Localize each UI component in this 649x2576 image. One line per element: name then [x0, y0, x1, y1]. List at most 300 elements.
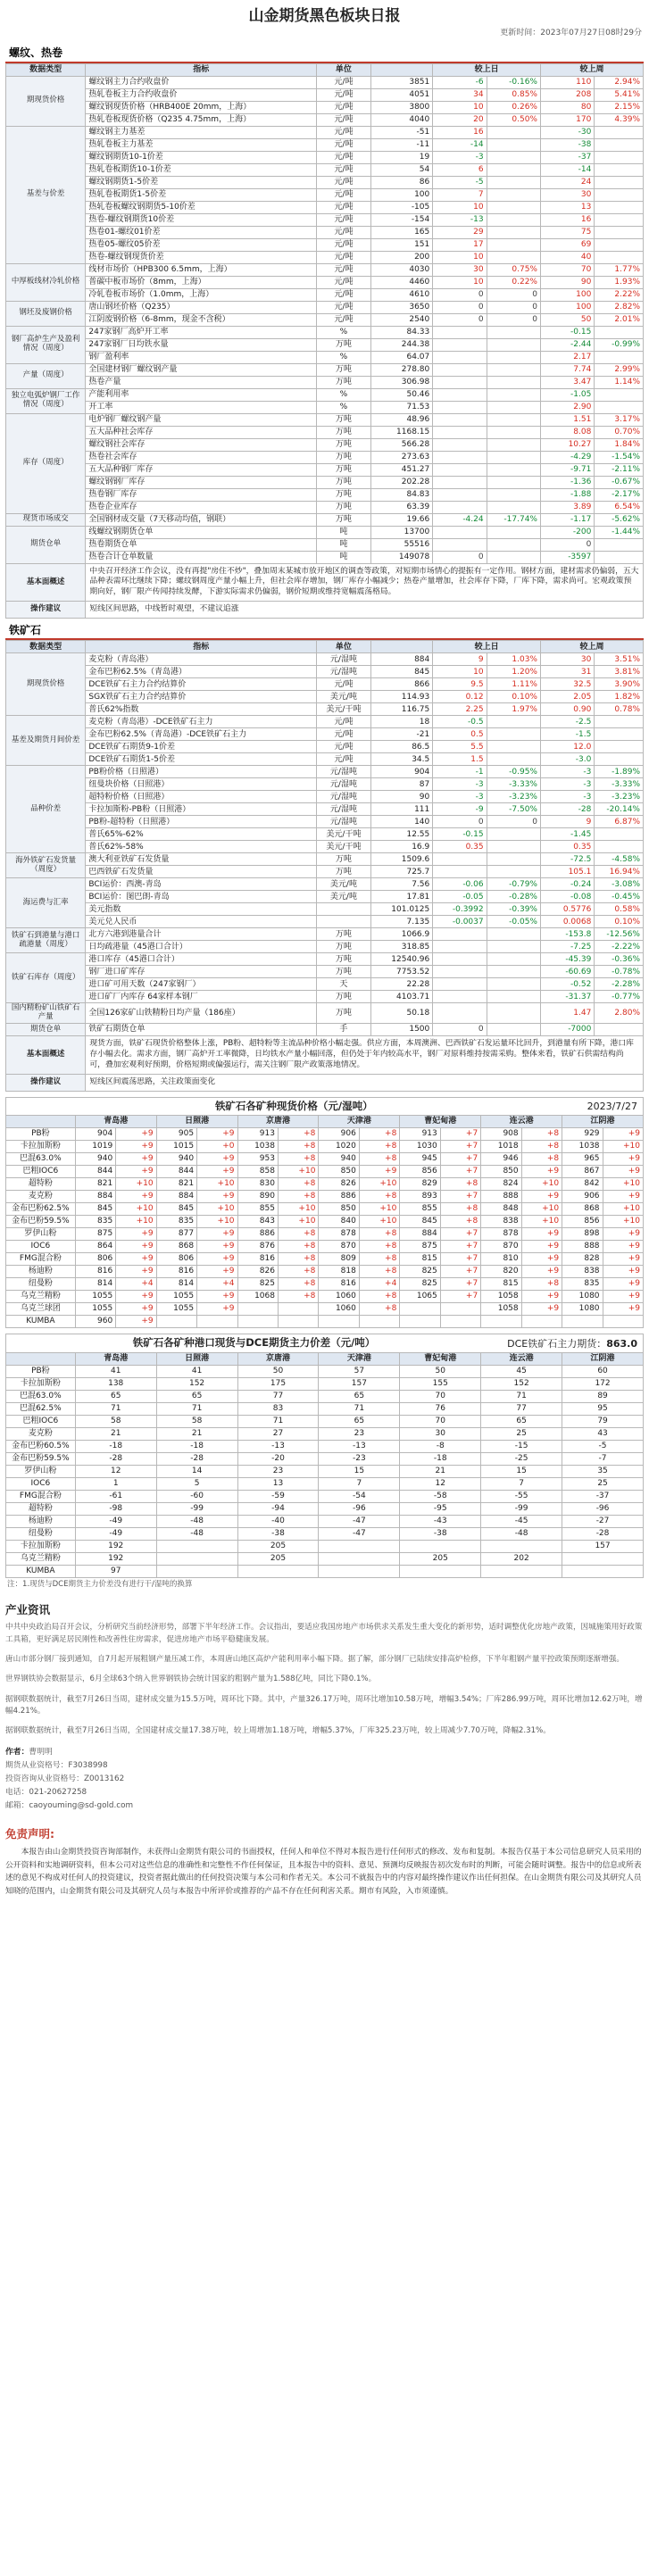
day-change-cell	[433, 928, 487, 941]
basis-cell: 71	[481, 1391, 562, 1403]
unit-cell: 元/吨	[317, 213, 370, 226]
week-change-cell: 170	[540, 113, 594, 126]
value-cell: 4030	[370, 263, 433, 276]
week-change-cell: 12.0	[540, 741, 594, 753]
price-change-cell: +7	[440, 1241, 480, 1253]
table-row	[6, 438, 644, 451]
price-change-cell: +8	[359, 1291, 399, 1303]
price-change-cell: +9	[116, 1228, 156, 1241]
week-change-cell: 100	[540, 301, 594, 313]
week-change-cell: 2.05	[540, 691, 594, 703]
week-change-cell: -7.25	[540, 941, 594, 953]
basis-cell: -61	[75, 1491, 156, 1503]
price-cell: 1020	[319, 1141, 359, 1153]
category-cell: 期货仓单	[6, 1024, 86, 1036]
category-cell: 库存（周度）	[6, 413, 86, 513]
unit-cell: 美元/干吨	[317, 703, 370, 716]
category-cell: 铁矿石库存（周度）	[6, 953, 86, 1003]
table-row	[6, 1291, 644, 1303]
basis-cell: 192	[75, 1541, 156, 1553]
table-row	[6, 388, 644, 401]
table-row	[6, 126, 644, 138]
week-pct-cell: 3.90%	[595, 678, 644, 691]
day-change-cell: 0	[433, 1024, 487, 1036]
week-change-cell: -1.88	[540, 488, 594, 501]
price-cell: 870	[481, 1241, 521, 1253]
table-row	[6, 966, 644, 978]
basis-cell: 65	[319, 1416, 400, 1428]
basis-cell: -48	[481, 1528, 562, 1541]
unit-cell: 万吨	[317, 438, 370, 451]
ore-name-cell: 金布巴粉59.5%	[6, 1216, 76, 1228]
price-cell: 875	[75, 1228, 115, 1241]
value-cell: 451.27	[370, 463, 433, 476]
price-change-cell: +9	[116, 1166, 156, 1178]
day-change-cell: 0	[433, 301, 487, 313]
value-cell: 4040	[370, 113, 433, 126]
table-row	[6, 1166, 644, 1178]
week-change-cell: -14	[540, 163, 594, 176]
basis-cell: 12	[75, 1466, 156, 1478]
week-change-cell: -37	[540, 151, 594, 163]
table-row	[6, 1391, 644, 1403]
value-cell: 19.66	[370, 513, 433, 526]
unit-cell: 元/吨	[317, 113, 370, 126]
price-cell: 868	[156, 1241, 196, 1253]
unit-cell: 元/湿吨	[317, 766, 370, 778]
basis-cell: 21	[156, 1428, 237, 1441]
price-change-cell	[278, 1316, 318, 1328]
price-change-cell: +7	[440, 1266, 480, 1278]
price-cell: 821	[156, 1178, 196, 1191]
port-header: 天津港	[319, 1353, 400, 1366]
price-change-cell: +9	[603, 1166, 643, 1178]
week-change-cell: -1.5	[540, 728, 594, 741]
category-cell: 海外铁矿石发货量（周度）	[6, 853, 86, 878]
section-title: 螺纹、热卷	[9, 46, 63, 60]
price-change-cell: +10	[278, 1216, 318, 1228]
basis-cell: 60	[562, 1366, 644, 1378]
week-change-cell: -0.08	[540, 891, 594, 903]
unit-cell: %	[317, 401, 370, 413]
basis-dce-label	[502, 1335, 643, 1352]
week-pct-cell	[595, 138, 644, 151]
price-change-cell: +10	[116, 1216, 156, 1228]
basis-cell: 65	[481, 1416, 562, 1428]
ore-name-cell: 巴粗IOC6	[6, 1166, 76, 1178]
value-cell: -51	[370, 126, 433, 138]
price-change-cell: +9	[521, 1303, 562, 1316]
table-row	[6, 891, 644, 903]
day-pct-cell	[487, 953, 540, 966]
ore-name-cell: KUMBA	[6, 1566, 76, 1578]
value-cell: 7.56	[370, 878, 433, 891]
day-pct-cell	[487, 488, 540, 501]
price-change-cell: +8	[278, 1266, 318, 1278]
basis-cell: 77	[481, 1403, 562, 1416]
price-change-cell: +9	[116, 1253, 156, 1266]
basis-cell: 12	[400, 1478, 481, 1491]
unit-cell: 元/吨	[317, 678, 370, 691]
table-row	[6, 351, 644, 363]
week-pct-cell: 1.14%	[595, 376, 644, 388]
value-cell: 4610	[370, 288, 433, 301]
category-cell: 基差及期货月间价差	[6, 716, 86, 766]
indicator-cell: 麦克粉（青岛港）	[86, 653, 317, 666]
price-cell: 1068	[237, 1291, 278, 1303]
indicator-cell: 金布巴粉62.5%（青岛港）	[86, 666, 317, 678]
price-cell: 906	[562, 1191, 603, 1203]
table-row	[6, 978, 644, 991]
price-cell: 898	[562, 1228, 603, 1241]
basis-cell: 76	[400, 1403, 481, 1416]
unit-cell: 元/湿吨	[317, 666, 370, 678]
indicator-cell: 螺纹钢钢厂库存	[86, 476, 317, 488]
day-pct-cell: 1.11%	[487, 678, 540, 691]
day-change-cell: -3	[433, 151, 487, 163]
table-row	[6, 288, 644, 301]
week-pct-cell	[595, 126, 644, 138]
author-phone: 021-20627258	[29, 1788, 87, 1798]
value-cell: 50.18	[370, 1003, 433, 1024]
ore-name-cell: 麦克粉	[6, 1191, 76, 1203]
value-cell: 273.63	[370, 451, 433, 463]
price-cell: 1058	[481, 1303, 521, 1316]
value-cell: 165	[370, 226, 433, 238]
week-change-cell: 90	[540, 276, 594, 288]
basis-cell: -25	[481, 1453, 562, 1466]
day-change-cell: 0	[433, 551, 487, 563]
day-change-cell: -0.5	[433, 716, 487, 728]
day-change-cell	[433, 401, 487, 413]
unit-cell: 元/吨	[317, 201, 370, 213]
day-change-cell: -3	[433, 791, 487, 803]
week-change-cell: -60.69	[540, 966, 594, 978]
value-cell: 101.0125	[370, 903, 433, 916]
price-change-cell	[440, 1316, 480, 1328]
day-change-cell: 0	[433, 288, 487, 301]
disclaimer-text: 本报告由山金期货投资咨询部制作，未获得山金期货有限公司的书面授权，任何人和单位不得对本报告进行任何形式的修改、发布和复制。本报告仅基于本公司信息研究人员采用的公开资料和实地调研资料，但本公司对这些信息的准确性和完整性不作任何保证，且本报告中的资料、意见、预测均反映报告初次发布时的判断，可能会随时调整。报告中的信息或所表述的意见不构成对任何人的投资建议，投资者据此做出的任何投资决策与本公司和作者无关。本公司不就报告中的内容对最终操作建议作出任何担保。在山金期货有限公司及其研究人员知晓的范围内，山金期货有限公司及其研究人员与本报告中所评价或推荐的产品不存在任何利害关系。期市有风险，入市须谨慎。	[5, 1848, 642, 1896]
section-header-steel	[5, 45, 644, 62]
unit-cell: 万吨	[317, 338, 370, 351]
col-type: 数据类型	[6, 641, 86, 653]
news-item: 中共中央政治局召开会议，分析研究当前经济形势，部署下半年经济工作。会议指出，要适应我国房地产市场供求关系发生重大变化的新形势，适时调整优化房地产政策，因城施策用好政策工具箱，更好满足居民刚性和改善性住房需求，促进房地产市场平稳健康发展。	[5, 1623, 643, 1644]
price-change-cell: +10	[116, 1203, 156, 1216]
price-cell: 904	[75, 1128, 115, 1141]
table-row	[6, 1128, 644, 1141]
price-change-cell: +8	[521, 1141, 562, 1153]
day-change-cell: 2.25	[433, 703, 487, 716]
value-cell: 63.39	[370, 501, 433, 513]
value-cell: 84.83	[370, 488, 433, 501]
price-change-cell: +7	[440, 1166, 480, 1178]
value-cell: 111	[370, 803, 433, 816]
indicator-cell: 热轧卷板主力基差	[86, 138, 317, 151]
basis-cell: 70	[400, 1416, 481, 1428]
table-row	[6, 1366, 644, 1378]
price-cell: 818	[319, 1266, 359, 1278]
value-cell: 64.07	[370, 351, 433, 363]
table-row	[6, 1441, 644, 1453]
ore-name-cell: 乌克兰精粉	[6, 1291, 76, 1303]
week-change-cell: 2.90	[540, 401, 594, 413]
week-pct-cell	[595, 828, 644, 841]
basis-cell: 7	[481, 1478, 562, 1491]
table-row	[6, 276, 644, 288]
basis-cell: 25	[481, 1428, 562, 1441]
price-change-cell: +8	[278, 1241, 318, 1253]
price-cell: 864	[75, 1241, 115, 1253]
week-pct-cell: -0.45%	[595, 891, 644, 903]
value-cell: 86.5	[370, 741, 433, 753]
basis-cell: -54	[319, 1491, 400, 1503]
day-change-cell: 7	[433, 188, 487, 201]
unit-cell: 元/吨	[317, 263, 370, 276]
col-type: 数据类型	[6, 63, 86, 76]
day-change-cell: -0.06	[433, 878, 487, 891]
week-change-cell: -1.45	[540, 828, 594, 841]
table-row	[6, 1491, 644, 1503]
unit-cell: 元/吨	[317, 176, 370, 188]
price-change-cell: +9	[197, 1266, 237, 1278]
author-name-row	[5, 1746, 644, 1759]
table-row	[6, 226, 644, 238]
col-day: 较上日	[433, 63, 541, 76]
price-change-cell: +8	[359, 1141, 399, 1153]
basis-cell: -18	[75, 1441, 156, 1453]
week-pct-cell: 1.82%	[595, 691, 644, 703]
unit-cell: 元/吨	[317, 276, 370, 288]
indicator-cell: 普氏62%-58%	[86, 841, 317, 853]
value-cell: 845	[370, 666, 433, 678]
week-pct-cell: 16.94%	[595, 866, 644, 878]
unit-cell: 元/吨	[317, 188, 370, 201]
table-row	[6, 1253, 644, 1266]
basis-cell: 205	[400, 1553, 481, 1566]
price-cell: 1019	[75, 1141, 115, 1153]
price-cell: 825	[400, 1266, 440, 1278]
value-cell: -21	[370, 728, 433, 741]
news-item: 据钢联数据统计，截至7月26日当周，全国建材成交量17.38万吨，较上周增加1.18万吨，增幅5.37%，厂库325.23万吨，较上周减少7.70万吨，降幅2.31%。	[5, 1726, 551, 1736]
day-change-cell: 0	[433, 816, 487, 828]
table-row	[6, 338, 644, 351]
week-change-cell: 70	[540, 263, 594, 276]
price-cell: 842	[562, 1178, 603, 1191]
day-pct-cell	[487, 138, 540, 151]
price-change-cell: +8	[278, 1228, 318, 1241]
col-unit: 单位	[317, 63, 370, 76]
basis-cell: 13	[237, 1478, 319, 1491]
unit-cell: 万吨	[317, 476, 370, 488]
unit-cell: %	[317, 351, 370, 363]
ore-name-cell: 金布巴粉62.5%	[6, 1203, 76, 1216]
day-pct-cell	[487, 551, 540, 563]
price-cell: 850	[481, 1166, 521, 1178]
price-cell: 1030	[400, 1141, 440, 1153]
indicator-cell: 全国建材钢厂螺纹钢产量	[86, 363, 317, 376]
price-cell: 878	[481, 1228, 521, 1241]
author-email[interactable]: caoyouming@sd-gold.com	[29, 1801, 134, 1811]
price-change-cell: +8	[359, 1128, 399, 1141]
week-pct-cell: 4.39%	[595, 113, 644, 126]
basis-cell: -7	[562, 1453, 644, 1466]
basis-cell: -48	[156, 1528, 237, 1541]
week-change-cell: -72.5	[540, 853, 594, 866]
week-pct-cell	[595, 238, 644, 251]
price-cell: 855	[400, 1203, 440, 1216]
indicator-cell: 冷轧卷板市场价（1.0mm，上海）	[86, 288, 317, 301]
value-cell: -154	[370, 213, 433, 226]
day-change-cell	[433, 326, 487, 338]
day-change-cell: -6	[433, 76, 487, 88]
week-change-cell: 0.0068	[540, 916, 594, 928]
price-cell: 1080	[562, 1291, 603, 1303]
price-change-cell: +9	[603, 1128, 643, 1141]
value-cell: 566.28	[370, 438, 433, 451]
price-change-cell: +9	[521, 1266, 562, 1278]
week-pct-cell	[595, 728, 644, 741]
day-change-cell	[433, 991, 487, 1003]
price-change-cell: +9	[603, 1278, 643, 1291]
value-cell: 866	[370, 678, 433, 691]
price-change-cell: +7	[440, 1253, 480, 1266]
basis-cell: -28	[156, 1453, 237, 1466]
day-change-cell: -1	[433, 766, 487, 778]
day-pct-cell: -3.23%	[487, 791, 540, 803]
basis-cell: 65	[319, 1391, 400, 1403]
day-change-cell: -0.3992	[433, 903, 487, 916]
ore-name-cell: 杨迪粉	[6, 1516, 76, 1528]
indicator-cell: 五大品种钢厂库存	[86, 463, 317, 476]
price-change-cell: +8	[278, 1253, 318, 1266]
week-change-cell: -2.44	[540, 338, 594, 351]
basis-head-blank	[6, 1353, 76, 1366]
table-row	[6, 1191, 644, 1203]
day-change-cell	[433, 388, 487, 401]
basis-cell: -55	[481, 1491, 562, 1503]
basis-cell: 71	[75, 1403, 156, 1416]
indicator-cell: 普氏65%-62%	[86, 828, 317, 841]
ops-label: 操作建议	[6, 602, 86, 619]
unit-cell: 元/吨	[317, 301, 370, 313]
price-change-cell	[278, 1303, 318, 1316]
day-change-cell: 20	[433, 113, 487, 126]
day-change-cell	[433, 476, 487, 488]
table-row	[6, 413, 644, 426]
price-change-cell: +9	[197, 1303, 237, 1316]
day-pct-cell: 0.75%	[487, 263, 540, 276]
basis-cell: 152	[156, 1378, 237, 1391]
price-cell: 1080	[562, 1303, 603, 1316]
price-cell: 814	[156, 1278, 196, 1291]
basis-cell: 71	[156, 1403, 237, 1416]
basis-cell: -58	[400, 1491, 481, 1503]
price-cell: 816	[156, 1266, 196, 1278]
week-change-cell: 7.74	[540, 363, 594, 376]
value-cell: 3800	[370, 101, 433, 113]
day-pct-cell	[487, 728, 540, 741]
table-row	[6, 703, 644, 716]
table-row	[6, 301, 644, 313]
week-pct-cell: 5.41%	[595, 88, 644, 101]
price-change-cell	[440, 1303, 480, 1316]
week-pct-cell: -0.78%	[595, 966, 644, 978]
week-pct-cell: 2.80%	[595, 1003, 644, 1024]
value-cell: 16.9	[370, 841, 433, 853]
table-row	[6, 1216, 644, 1228]
price-cell: 884	[156, 1191, 196, 1203]
price-change-cell: +9	[197, 1228, 237, 1241]
unit-cell: 万吨	[317, 1003, 370, 1024]
value-cell: 1500	[370, 1024, 433, 1036]
day-pct-cell	[487, 741, 540, 753]
indicator-cell: 热卷企业库存	[86, 501, 317, 513]
week-change-cell: -3597	[540, 551, 594, 563]
unit-cell: 元/吨	[317, 226, 370, 238]
price-cell: 890	[237, 1191, 278, 1203]
day-change-cell	[433, 363, 487, 376]
ore-name-cell: 巴混63.0%	[6, 1153, 76, 1166]
day-pct-cell	[487, 828, 540, 841]
day-pct-cell	[487, 363, 540, 376]
table-row	[6, 1466, 644, 1478]
week-change-cell: -3	[540, 766, 594, 778]
week-change-cell: -3	[540, 778, 594, 791]
indicator-cell: 北方六港到港量合计	[86, 928, 317, 941]
value-cell: 86	[370, 176, 433, 188]
basis-cell	[319, 1541, 400, 1553]
price-change-cell: +8	[521, 1128, 562, 1141]
price-change-cell: +7	[440, 1128, 480, 1141]
value-cell: 1168.15	[370, 426, 433, 438]
ore-name-cell: 超特粉	[6, 1178, 76, 1191]
week-change-cell: -45.39	[540, 953, 594, 966]
table-row	[6, 1541, 644, 1553]
indicator-cell: 港口库存（45港口合计）	[86, 953, 317, 966]
price-change-cell: +10	[603, 1203, 643, 1216]
price-change-cell: +8	[521, 1278, 562, 1291]
basis-cell	[319, 1566, 400, 1578]
basis-cell: 27	[237, 1428, 319, 1441]
value-cell: 4460	[370, 276, 433, 288]
week-change-cell: 100	[540, 288, 594, 301]
basis-cell: -38	[400, 1528, 481, 1541]
unit-cell: 元/吨	[317, 101, 370, 113]
ops-text: 短线区间思路，中线暂时观望，不建议追涨	[86, 602, 644, 619]
day-pct-cell: 0	[487, 816, 540, 828]
basis-cell: 202	[481, 1553, 562, 1566]
week-change-cell: 16	[540, 213, 594, 226]
day-change-cell	[433, 488, 487, 501]
price-change-cell: +9	[197, 1166, 237, 1178]
price-cell: 845	[400, 1216, 440, 1228]
table-row	[6, 841, 644, 853]
indicator-cell: 钢厂盈利率	[86, 351, 317, 363]
basis-cell: 152	[481, 1378, 562, 1391]
basis-cell: -13	[237, 1441, 319, 1453]
price-cell: 816	[237, 1253, 278, 1266]
week-change-cell: -153.8	[540, 928, 594, 941]
value-cell: 84.33	[370, 326, 433, 338]
indicator-cell: 线螺纹钢期货仓单	[86, 526, 317, 538]
week-pct-cell: -5.62%	[595, 513, 644, 526]
unit-cell: 万吨	[317, 363, 370, 376]
day-change-cell: 1.5	[433, 753, 487, 766]
value-cell: 3851	[370, 76, 433, 88]
ore-name-cell: 巴混62.5%	[6, 1403, 76, 1416]
port-header: 曹妃甸港	[400, 1116, 481, 1128]
price-cell: 850	[319, 1166, 359, 1178]
